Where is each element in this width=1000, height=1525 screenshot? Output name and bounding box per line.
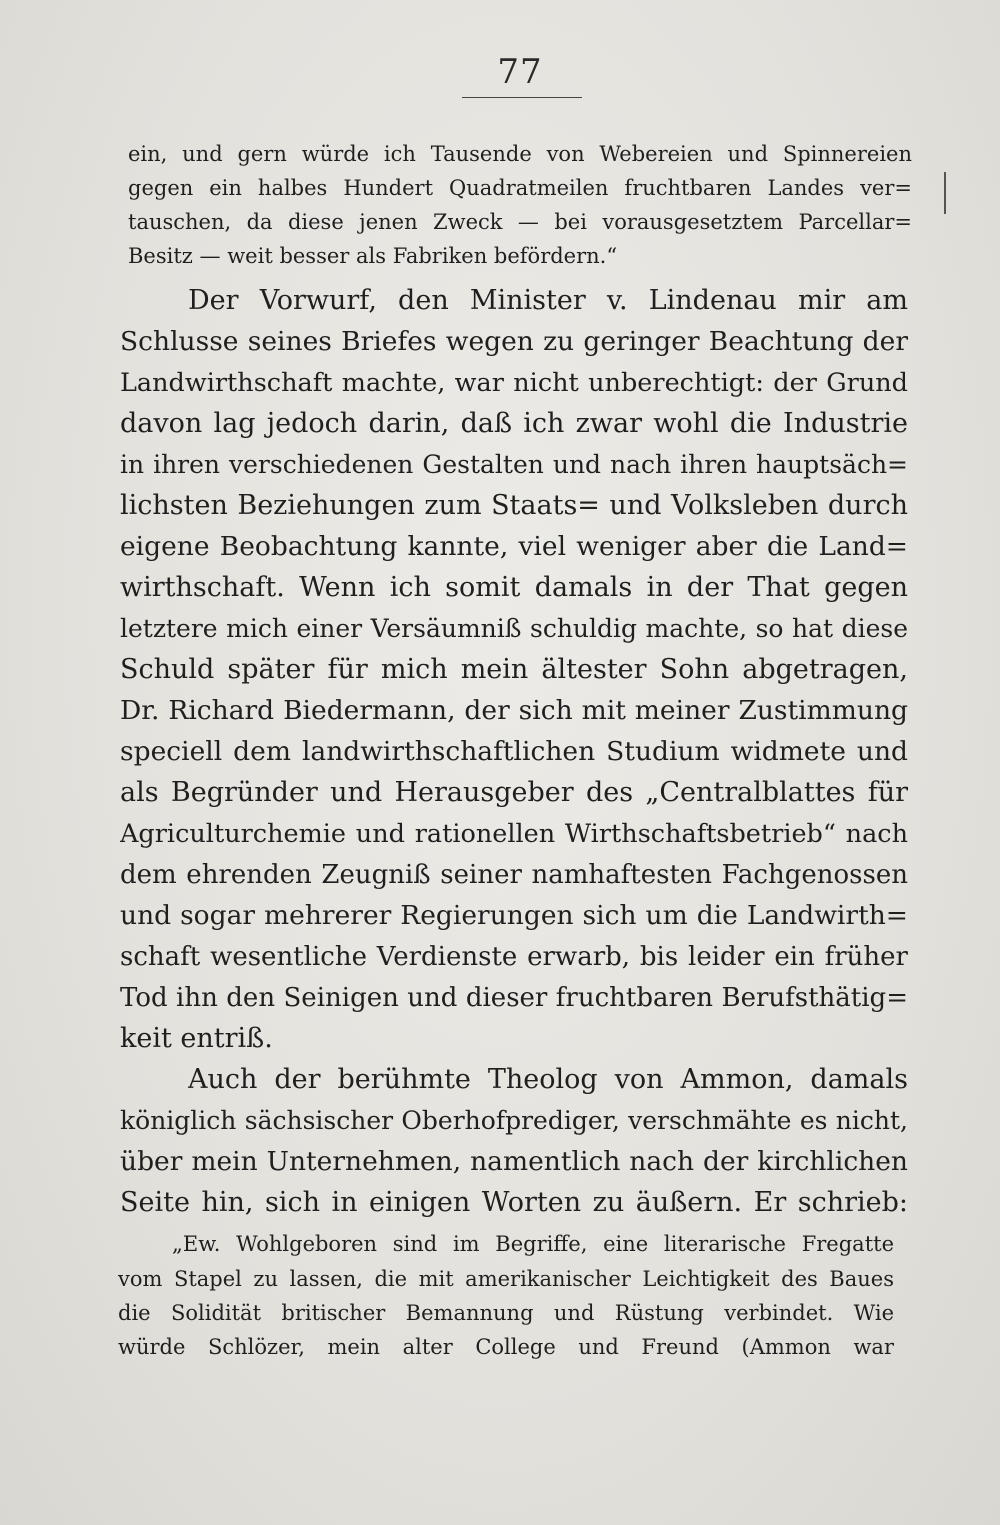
margin-mark	[944, 172, 946, 214]
quote-top-line: ein, und gern würde ich Tausende von Webereien und Spinnereien	[128, 142, 912, 166]
text-line: als Begründer und Herausgeber des „Centralblattes für	[120, 777, 908, 808]
quote-top-line: tauschen, da diese jenen Zweck — bei vorausgesetztem Parcellar=	[128, 210, 912, 234]
text-line: Landwirthschaft machte, war nicht unberechtigt: der Grund	[120, 368, 908, 398]
text-line: Agriculturchemie und rationellen Wirthschaftsbetrieb“ nach	[120, 819, 908, 849]
text-line: Auch der berühmte Theolog von Ammon, damals	[188, 1064, 908, 1095]
text-line: Dr. Richard Biedermann, der sich mit meiner Zustimmung	[120, 695, 908, 726]
quote-bottom-line: „Ew. Wohlgeboren sind im Begriffe, eine literarische Fregatte	[172, 1232, 894, 1256]
text-line: eigene Beobachtung kannte, viel weniger aber die Land=	[120, 531, 908, 562]
text-line: Schuld später für mich mein ältester Sohn abgetragen,	[120, 654, 908, 685]
text-line: Seite hin, sich in einigen Worten zu äußern. Er schrieb:	[120, 1187, 908, 1218]
text-line: in ihren verschiedenen Gestalten und nach ihren hauptsäch=	[120, 450, 908, 479]
text-line: schaft wesentliche Verdienste erwarb, bis leider ein früher	[120, 942, 908, 972]
text-line: speciell dem landwirthschaftlichen Studium widmete und	[120, 736, 908, 767]
text-line: lichsten Beziehungen zum Staats= und Volksleben durch	[120, 490, 908, 521]
header-rule	[462, 97, 582, 98]
text-line: letztere mich einer Versäumniß schuldig machte, so hat diese	[120, 614, 908, 643]
text-line: königlich sächsischer Oberhofprediger, verschmähte es nicht,	[120, 1106, 908, 1135]
text-line: dem ehrenden Zeugniß seiner namhaftesten Fachgenossen	[120, 860, 908, 890]
text-line: Schlusse seines Briefes wegen zu geringer Beachtung der	[120, 326, 908, 357]
text-line: keit entriß.	[120, 1023, 273, 1054]
text-line: Der Vorwurf, den Minister v. Lindenau mir am	[188, 285, 908, 316]
text-line: über mein Unternehmen, namentlich nach der kirchlichen	[120, 1146, 908, 1177]
text-line: Tod ihn den Seinigen und dieser fruchtbaren Berufsthätig=	[120, 983, 908, 1013]
page-number: 77	[497, 52, 543, 92]
quote-bottom-line: würde Schlözer, mein alter College und Freund (Ammon war	[118, 1335, 894, 1359]
text-line: und sogar mehrerer Regierungen sich um die Landwirth=	[120, 900, 908, 931]
quote-top-line: Besitz — weit besser als Fabriken befördern.“	[128, 244, 618, 268]
quote-bottom-line: die Solidität britischer Bemannung und Rüstung verbindet. Wie	[118, 1301, 894, 1325]
text-line: davon lag jedoch darin, daß ich zwar wohl die Industrie	[120, 408, 908, 439]
quote-top-line: gegen ein halbes Hundert Quadratmeilen fruchtbaren Landes ver=	[128, 176, 912, 200]
text-line: wirthschaft. Wenn ich somit damals in der That gegen	[120, 572, 908, 603]
quote-bottom-line: vom Stapel zu lassen, die mit amerikanischer Leichtigkeit des Baues	[118, 1267, 894, 1291]
